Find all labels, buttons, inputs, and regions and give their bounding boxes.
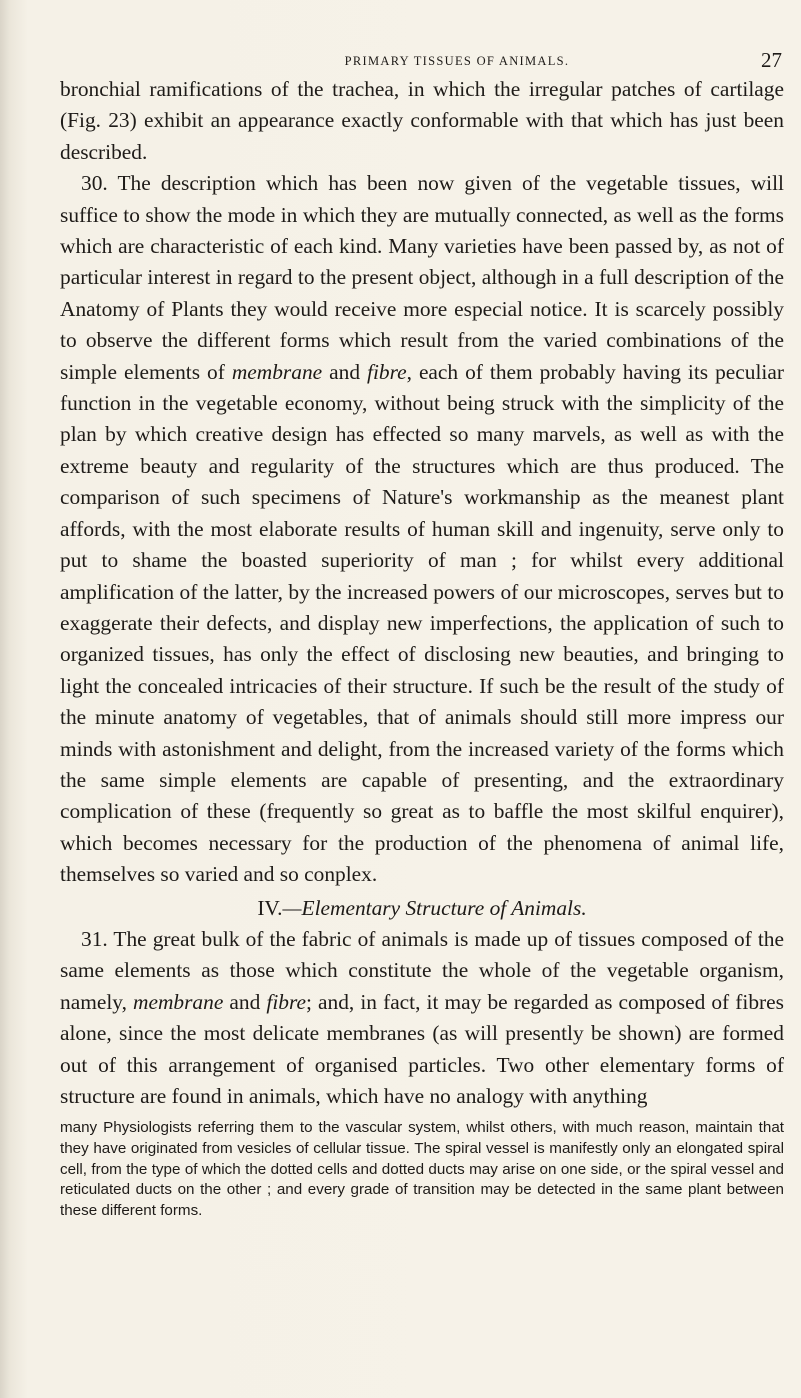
paragraph-text: ; and, in fact, it may be regarded as composed of fibres alone, since the most delicate membranes (as will presently be shown) are formed out of this arrangement of organised particles. Two other elementary forms of structure are found in animals, which have no analogy with anything [60,989,784,1108]
section-numeral: IV. [257,895,283,920]
italic-term: membrane [133,989,224,1014]
running-title: PRIMARY TISSUES OF ANIMALS. [344,54,570,68]
paragraph-text: and [322,359,367,384]
italic-term: fibre [367,359,407,384]
paragraph-31 [60,924,784,1112]
page-header [60,50,784,74]
section-heading [60,893,784,924]
paragraph-text: 30. The description which has been now given of the vegetable tissues, will suffice to show the mode in which they are mutually connected, as well as the forms which are characteristic of each kind. Many varieties have been passed by, as not of particular interest in regard to the present object, although in a full description of the Anatomy of Plants they would receive more especial notice. It is scarcely possibly to observe the different forms which result from the varied combinations of the simple elements of [60,171,784,384]
footnote: many Physiologists referring them to the vascular system, whilst others, with much reason, maintain that they have originated from vesicles of cellular tissue. The spiral vessel is manifestly only an elongated spiral cell, from the type of which the dotted cells and dotted ducts may arise on one side, or the spiral vessel and reticulated ducts on the other ; and every grade of transition may be detected in the same plant between these different forms. [60,1119,784,1219]
paragraph-text: , each of them probably having its peculiar function in the vegetable economy, without being struck with the simplicity of the plan by which creative design has effected so many marvels, as well as with the extreme beauty and regularity of the structures which are thus produced. The comparison of such specimens of Nature's workmanship as the meanest plant affords, with the most elaborate results of human skill and ingenuity, serve only to put to shame the boasted superiority of man ; for whilst every additional amplification of the latter, by the increased powers of our microscopes, serves but to exaggerate their defects, and display new imperfections, the application of such to organized tissues, has only the effect of disclosing new beauties, and bringing to light the concealed intricacies of their structure. If such be the result of the study of the minute anatomy of vegetables, that of animals should still more impress our minds with astonishment and delight, from the increased variety of the forms which the same simple elements are capable of presenting, and the extraordinary complication of these (frequently so great as to baffle the most skilful enquirer), which becomes necessary for the production of the phenomena of animal life, themselves so varied and so conplex. [60,359,784,887]
paragraph-text: bronchial ramifications of the trachea, in which the irregular patches of cartilage (Fig. 23) exhibit an appearance exactly conformable with that which has just been described. [60,77,784,164]
paragraph-text: and [223,989,267,1014]
italic-term: membrane [231,359,323,384]
section-title: —Elementary Structure of Animals. [282,895,587,920]
italic-term: fibre [266,989,306,1014]
page-number: 27 [761,48,782,72]
paragraph-30 [60,168,784,890]
paragraph-text: 31. The great bulk of the fabric of animals is made up of tissues composed of the same elements as those which constitute the whole of the vegetable organism, namely, [60,926,784,1014]
paragraph-continuation [60,74,784,168]
body-text [60,74,784,1221]
